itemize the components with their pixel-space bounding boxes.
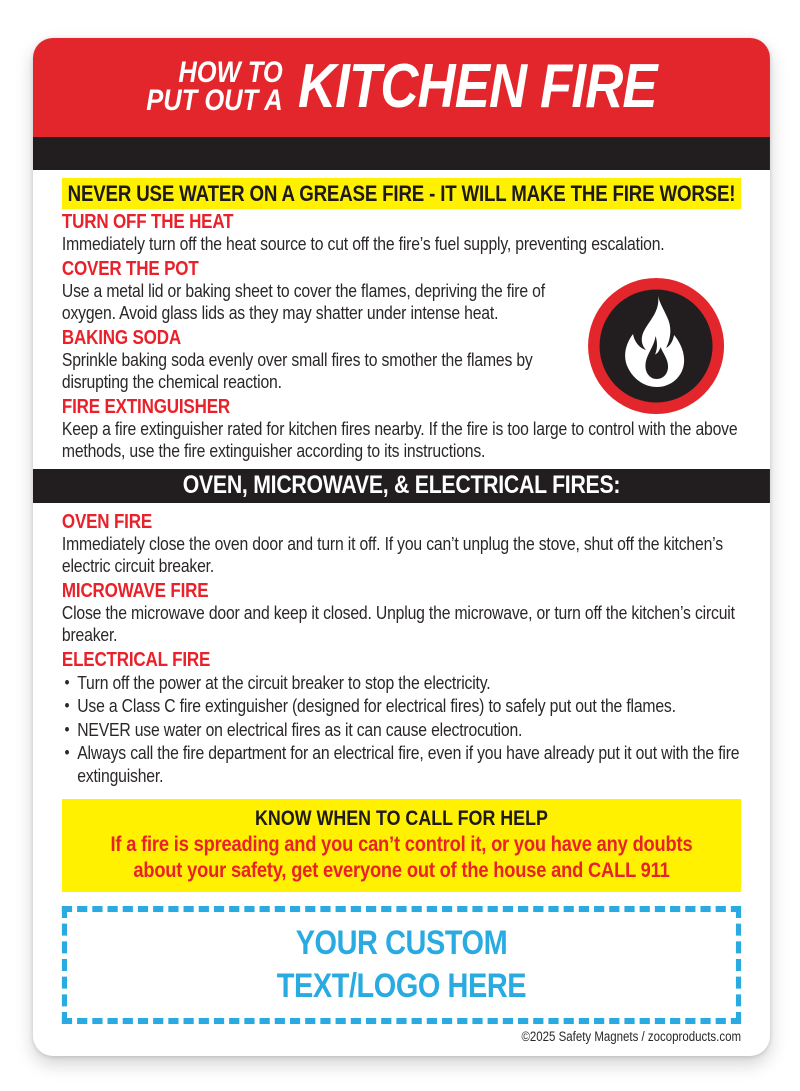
section-body-cover-pot: Use a metal lid or baking sheet to cover the flames, depriving the fire of oxygen. Avoid glass lids as they may shatter under intense heat. [61, 279, 545, 323]
section-body-microwave-fire: Close the microwave door and keep it closed. Unplug the microwave, or turn off the kitchen’s circuit breaker. [61, 601, 735, 645]
bullet-item: • Use a Class C fire extinguisher (designed for electrical fires) to safely put out the flames. [62, 695, 741, 718]
bullet-item: • NEVER use water on electrical fires as it can cause electrocution. [62, 719, 741, 742]
section-body-baking-soda: Sprinkle baking soda evenly over small fires to smother the flames by disrupting the chemical reaction. [61, 348, 533, 392]
custom-placeholder-line-2: TEXT/LOGO HERE [276, 967, 527, 1005]
fire-flame-icon [554, 276, 741, 416]
section-heading-fire-extinguisher: FIRE EXTINGUISHER [61, 395, 230, 418]
section-body-turn-off-heat: Immediately turn off the heat source to cut off the fire’s fuel supply, preventing escalation. [61, 233, 665, 254]
help-box-line-1: If a fire is spreading and you can’t control it, or you have any doubts [110, 832, 693, 856]
other-fires-section [33, 512, 770, 788]
section-heading-cover-pot: COVER THE POT [61, 257, 199, 280]
section-heading-baking-soda: BAKING SODA [61, 326, 181, 349]
kicker-line-2: PUT OUT A [146, 83, 283, 117]
grease-fire-section [33, 212, 770, 463]
section-heading-turn-off-heat: TURN OFF THE HEAT [61, 211, 234, 233]
help-box-title: KNOW WHEN TO CALL FOR HELP [255, 807, 548, 830]
poster-header [33, 38, 770, 137]
section-body-oven-fire: Immediately close the oven door and turn it off. If you can’t unplug the stove, shut off the kitchen’s electric circuit breaker. [61, 532, 723, 576]
bullet-item: • Always call the fire department for an electrical fire, even if you have already put it out with the fire extinguisher. [62, 742, 741, 787]
section-heading-electrical-fire: ELECTRICAL FIRE [61, 648, 211, 671]
help-box-line-2: about your safety, get everyone out of the house and CALL 911 [133, 858, 670, 882]
section-heading-microwave-fire: MICROWAVE FIRE [61, 579, 209, 602]
kicker-line-1: HOW TO [178, 55, 283, 89]
section-heading-oven-fire: OVEN FIRE [61, 510, 152, 533]
header-divider-band [33, 137, 770, 170]
section-body-fire-extinguisher: Keep a fire extinguisher rated for kitchen fires nearby. If the fire is too large to control with the above methods, use the fire extinguisher according to its instructions. [61, 417, 738, 461]
bullet-item: • Turn off the power at the circuit breaker to stop the electricity. [62, 672, 741, 695]
grease-warning-banner: NEVER USE WATER ON A GREASE FIRE - IT WILL MAKE THE FIRE WORSE! [62, 178, 741, 209]
copyright-footer: ©2025 Safety Magnets / zocoproducts.com [521, 1029, 742, 1044]
header-kicker [146, 55, 283, 117]
custom-text-logo-placeholder [62, 906, 741, 1024]
poster-title: KITCHEN FIRE [298, 52, 657, 121]
other-fires-band-title: OVEN, MICROWAVE, & ELECTRICAL FIRES: [33, 469, 770, 503]
band-spacer [33, 503, 770, 509]
call-for-help-box [62, 799, 741, 892]
poster-card [33, 38, 770, 1056]
electrical-fire-bullet-list [62, 672, 741, 788]
custom-placeholder-line-1: YOUR CUSTOM [295, 924, 508, 962]
